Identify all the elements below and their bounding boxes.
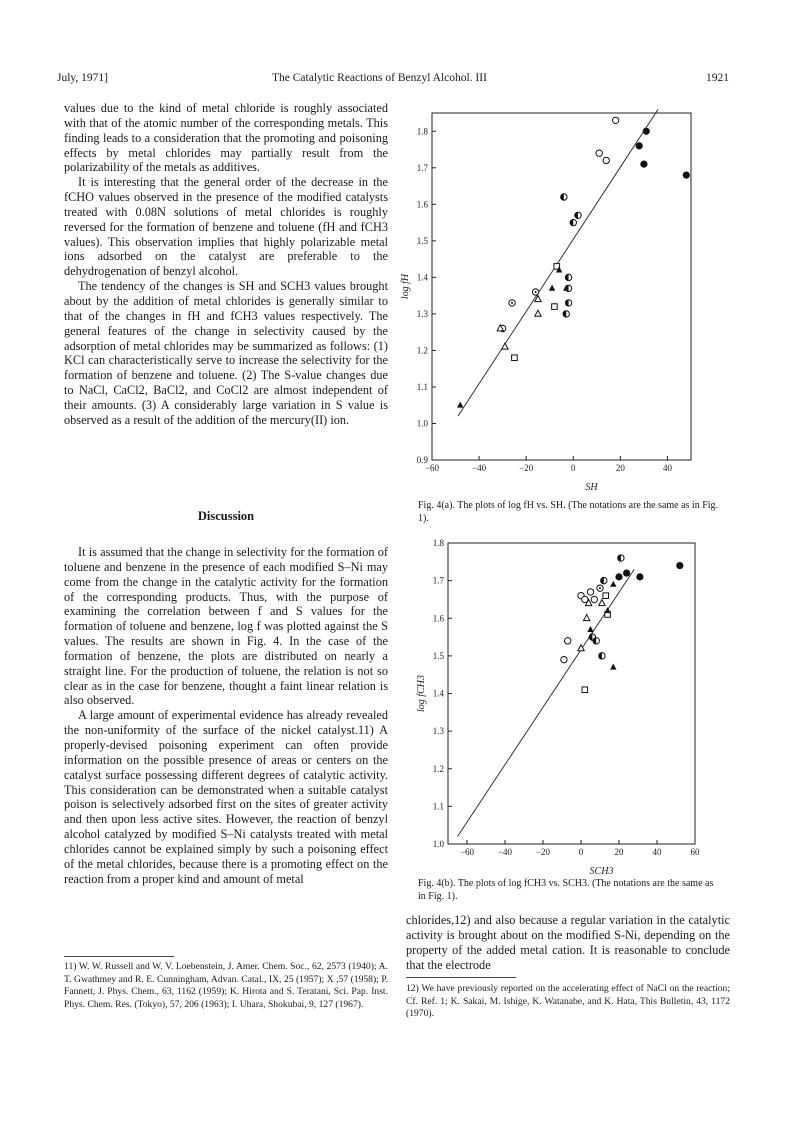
- y-tick-label: 1.7: [416, 162, 428, 173]
- data-point-filled-triangle: [610, 663, 616, 669]
- footnote-rule: [64, 956, 174, 957]
- y-tick-label: 1.0: [432, 839, 444, 849]
- paragraph: The tendency of the changes is SH and SCH3 values brought about by the addition of metal chlorides is generally similar to that of the changes in fH and fCH3 values respectively. The general features of the change in selectivity caused by the adsorption of metal chlorides may be summarized as follows: (1) KCl can characteristically serve to increase the selectivity for the formation of benzene and toluene. (2) The S-value changes due to NaCl, CaCl2, BaCl2, and CoCl2 are almost independent of their amounts. (3) A considerably large variation in S value is observed as a result of the addition of the mercury(II) ion.: [64, 279, 388, 427]
- x-tick-label: −20: [519, 463, 534, 473]
- x-tick-label: 40: [662, 463, 672, 473]
- footnote-right: [406, 983, 730, 1021]
- data-point-filled-circle: [683, 171, 690, 178]
- x-tick-label: −40: [497, 847, 513, 857]
- plot-frame: [432, 113, 691, 460]
- data-point-half-circle: [570, 219, 576, 225]
- data-point-open-circle: [591, 596, 597, 602]
- y-tick-label: 1.2: [432, 763, 444, 774]
- data-point-dotted-circle: [532, 289, 538, 295]
- data-point-open-circle: [603, 157, 609, 163]
- data-points: [561, 555, 684, 693]
- data-point-filled-circle: [636, 142, 643, 149]
- paragraph: values due to the kind of metal chloride is roughly associated with that of the atomic number of the corresponding metals. This finding leads to a consideration that the promoting and poisoning effects by metal chlorides may partially result from the polarizability of the metals as additives.: [64, 101, 388, 175]
- x-tick-label: 0: [578, 847, 584, 857]
- data-point-half-circle: [618, 555, 624, 561]
- data-point-filled-circle: [636, 573, 643, 580]
- marker-dot: [535, 291, 537, 293]
- data-point-filled-circle: [623, 570, 630, 577]
- y-tick-label: 1.7: [432, 575, 444, 586]
- data-point-open-square: [552, 304, 558, 310]
- data-point-half-circle: [563, 311, 569, 317]
- data-point-half-circle: [565, 285, 571, 291]
- data-point-half-circle: [561, 194, 567, 200]
- data-point-dotted-circle: [509, 300, 515, 306]
- data-point-dotted-circle: [597, 585, 603, 591]
- section-title: Discussion: [197, 509, 255, 523]
- x-tick-label: 0: [571, 463, 576, 473]
- data-point-open-circle: [587, 589, 593, 595]
- y-tick-label: 1.0: [416, 418, 428, 429]
- regression-line: [458, 109, 658, 416]
- data-point-open-circle: [561, 656, 567, 662]
- data-point-open-circle: [612, 117, 618, 123]
- x-tick-label: −60: [424, 463, 440, 473]
- x-tick-label: −20: [535, 847, 551, 857]
- data-point-half-circle: [593, 638, 599, 644]
- paragraph: It is assumed that the change in selectivity for the formation of toluene and benzene in the presence of each modified S–Ni may come from the change in the catalytic activity for the formation of the corresponding products. Thus, with the purpose of examining the correlation between f and S values for the formation of toluene and benzene, log f was plotted against the S values. The results are shown in Fig. 4. In the case of the formation of benzene, the plots are distributed on nearly a straight line. For the production of toluene, the relation is not so clear as in the case for benzene, thought a faint linear relation is also observed.: [64, 545, 388, 708]
- data-point-half-circle: [565, 274, 571, 280]
- paragraph: A large amount of experimental evidence has already revealed the non-uniformity of the surface of the nickel catalyst.11) A properly-devised poisoning experiment can often provide information on the possible presence of areas or centers on the catalyst surface possessing different degrees of catalytic activity. This consideration can be demonstrated when a suitable catalyst poison is selectively adsorbed first on the sites of greater activity and then upon less active sites. However, the reaction of benzyl alcohol catalyzed by modified S–Ni catalysts treated with metal chlorides cannot be explained simply by such a poisoning effect of the metal chlorides, because there is a promoting effect on the reaction from a proper kind and amount of metal: [64, 708, 388, 886]
- y-tick-label: 1.6: [432, 613, 444, 624]
- data-point-filled-circle: [640, 161, 647, 168]
- y-tick-label: 1.1: [416, 381, 428, 392]
- footnote-rule: [406, 977, 516, 978]
- left-column-discussion: [64, 545, 388, 886]
- data-point-open-triangle: [584, 615, 590, 621]
- marker-dot: [511, 302, 513, 304]
- x-axis-label: SCH3: [589, 866, 614, 877]
- y-tick-label: 1.1: [432, 801, 444, 812]
- data-point-filled-triangle: [457, 402, 463, 408]
- data-point-open-circle: [565, 638, 571, 644]
- footnote-text: 11) W. W. Russell and W. V. Loebenstein, J. Amer. Chem. Soc., 62, 2573 (1940); A. T. Gwathmey and R. E. Cunningham, Advan. Catal., IX, 25 (1957); X ,57 (1958); P. Fannett, J. Phys. Chem., 63, 1162 (1959); K. Hirota and S. Teratani, Sci. Pap. Inst. Phys. Chem. Res. (Tokyo), 57, 206 (1963); I. Uhara, Shokubai, 9, 127 (1967).: [64, 961, 388, 1010]
- page-header-title: The Catalytic Reactions of Benzyl Alcohol. III: [272, 72, 487, 84]
- data-point-half-circle: [575, 212, 581, 218]
- y-tick-label: 1.6: [416, 199, 428, 210]
- y-axis-label: log fCH3: [416, 675, 427, 712]
- y-tick-label: 0.9: [416, 455, 428, 465]
- section-heading-block: [64, 509, 388, 524]
- data-point-filled-triangle: [587, 626, 593, 632]
- data-point-open-square: [512, 355, 518, 361]
- right-column-text: [406, 913, 730, 972]
- data-point-open-triangle: [599, 600, 605, 606]
- data-point-open-square: [582, 687, 588, 693]
- y-axis-label: log fH: [400, 273, 411, 300]
- page-number: 1921: [706, 72, 729, 84]
- y-tick-label: 1.4: [432, 688, 444, 699]
- x-tick-label: 60: [690, 847, 700, 857]
- data-point-open-circle: [596, 150, 602, 156]
- x-tick-label: −40: [472, 463, 487, 473]
- y-tick-label: 1.2: [416, 345, 428, 356]
- footnote-left: [64, 961, 388, 1011]
- y-tick-label: 1.3: [432, 726, 444, 737]
- left-column-top: [64, 101, 388, 428]
- x-tick-label: 40: [652, 847, 662, 857]
- figure-4b-caption: Fig. 4(b). The plots of log fCH3 vs. SCH3. (The notations are the same as in Fig. 1).: [418, 878, 714, 902]
- y-tick-label: 1.5: [416, 235, 428, 246]
- data-point-filled-triangle: [549, 285, 555, 291]
- x-tick-label: −60: [459, 847, 475, 857]
- data-point-filled-circle: [676, 562, 683, 569]
- page-header-left: July, 1971]: [57, 72, 109, 84]
- plot-frame: [448, 543, 695, 844]
- figure-4b: [398, 535, 708, 877]
- paragraph: It is interesting that the general order of the decrease in the fCHO values observed in the presence of the modified catalysts treated with 0.08N solutions of metal chlorides is roughly reversed for the formation of benzene and toluene (fH and fCH3 values). This observation implies that highly polarizable metal ions adsorbed on the catalyst are preferable to the dehydrogenation of benzyl alcohol.: [64, 175, 388, 279]
- data-point-half-circle: [565, 300, 571, 306]
- marker-dot: [599, 587, 601, 589]
- figure-4a: [398, 108, 698, 500]
- data-point-half-circle: [601, 577, 607, 583]
- data-point-open-triangle: [502, 343, 508, 349]
- data-point-filled-circle: [643, 128, 650, 135]
- data-point-open-square: [603, 593, 609, 599]
- figure-4a-caption: Fig. 4(a). The plots of log fH vs. SH. (The notations are the same as in Fig. 1).: [418, 500, 719, 524]
- data-point-filled-circle: [615, 573, 622, 580]
- data-point-open-triangle: [535, 310, 541, 316]
- data-point-filled-triangle: [610, 581, 616, 587]
- data-point-half-circle: [599, 653, 605, 659]
- footnote-text: 12) We have previously reported on the accelerating effect of NaCl on the reaction; Cf. Ref. 1; K. Sakai, M. Ishige, K. Watanabe, and K. Hata, This Bulletin, 43, 1172 (1970).: [406, 983, 730, 1020]
- y-tick-label: 1.8: [432, 538, 444, 548]
- y-tick-label: 1.8: [416, 126, 428, 137]
- y-tick-label: 1.3: [416, 308, 428, 319]
- x-axis-label: SH: [585, 482, 598, 493]
- paragraph: chlorides,12) and also because a regular variation in the catalytic activity is brought about on the modified S-Ni, depending on the property of the added metal cation. It is reasonable to conclude that the electrode: [406, 913, 730, 972]
- x-tick-label: 20: [615, 463, 625, 473]
- y-tick-label: 1.5: [432, 650, 444, 661]
- y-tick-label: 1.4: [416, 272, 428, 283]
- data-point-filled-triangle: [604, 607, 610, 613]
- x-tick-label: 20: [614, 847, 624, 857]
